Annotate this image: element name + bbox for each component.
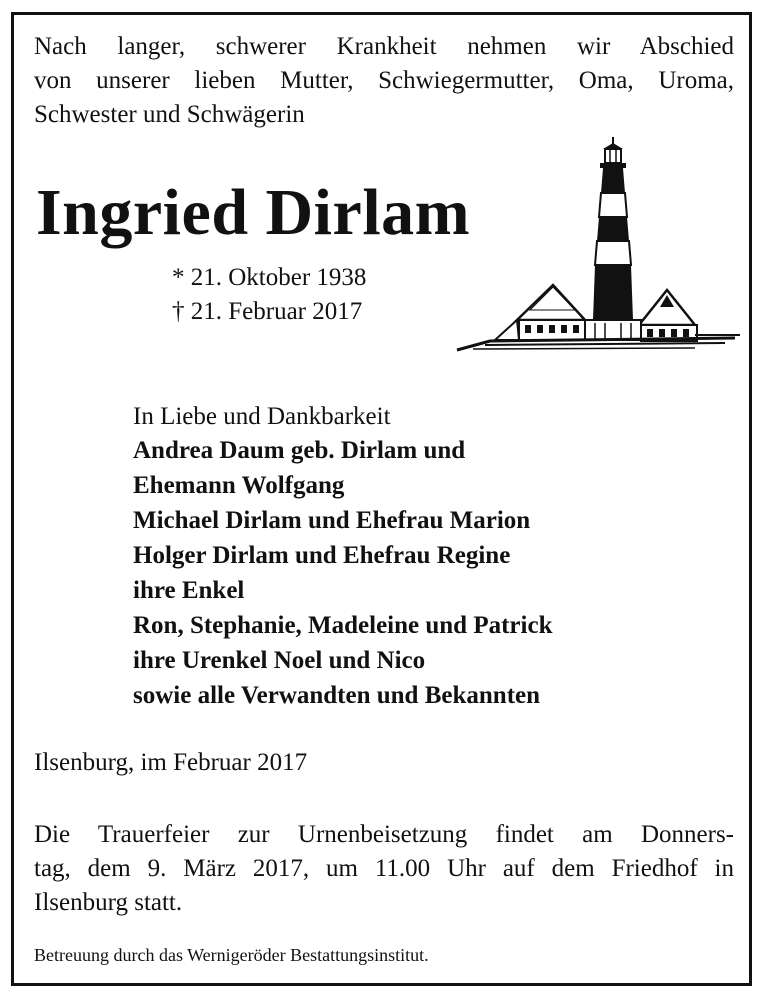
mourner-line: Andrea Daum geb. Dirlam und (133, 437, 466, 464)
mourner-line: Michael Dirlam und Ehefrau Marion (133, 507, 531, 534)
footer-note: Betreuung durch das Wernigeröder Bestattungsinstitut. (34, 945, 429, 965)
mourner-line: Ron, Stephanie, Madeleine und Patrick (133, 612, 553, 639)
birth-date: * 21. Oktober 1938 (172, 264, 367, 291)
funeral-line-3: Ilsenburg statt. (34, 889, 183, 916)
lighthouse-icon (455, 135, 745, 360)
mourner-line: ihre Urenkel Noel und Nico (133, 647, 426, 674)
mourner-line: Holger Dirlam und Ehefrau Regine (133, 542, 511, 569)
intro-line-2: von unserer lieben Mutter, Schwiegermutter, Oma, Uroma, (34, 67, 734, 94)
place-date: Ilsenburg, im Februar 2017 (34, 749, 308, 776)
funeral-line-1: Die Trauerfeier zur Urnenbeisetzung findet am Donners- (34, 821, 734, 848)
intro-line-1: Nach langer, schwerer Krankheit nehmen wir Abschied (34, 33, 734, 60)
mourner-line: sowie alle Verwandten und Bekannten (133, 682, 541, 709)
mourner-line: Ehemann Wolfgang (133, 472, 345, 499)
deceased-name: Ingried Dirlam (36, 176, 471, 249)
funeral-line-2: tag, dem 9. März 2017, um 11.00 Uhr auf dem Friedhof in (34, 855, 734, 882)
mourner-line: ihre Enkel (133, 577, 245, 604)
mourners-opening: In Liebe und Dankbarkeit (133, 403, 391, 430)
death-date: † 21. Februar 2017 (172, 298, 363, 325)
intro-line-3: Schwester und Schwägerin (34, 101, 305, 128)
